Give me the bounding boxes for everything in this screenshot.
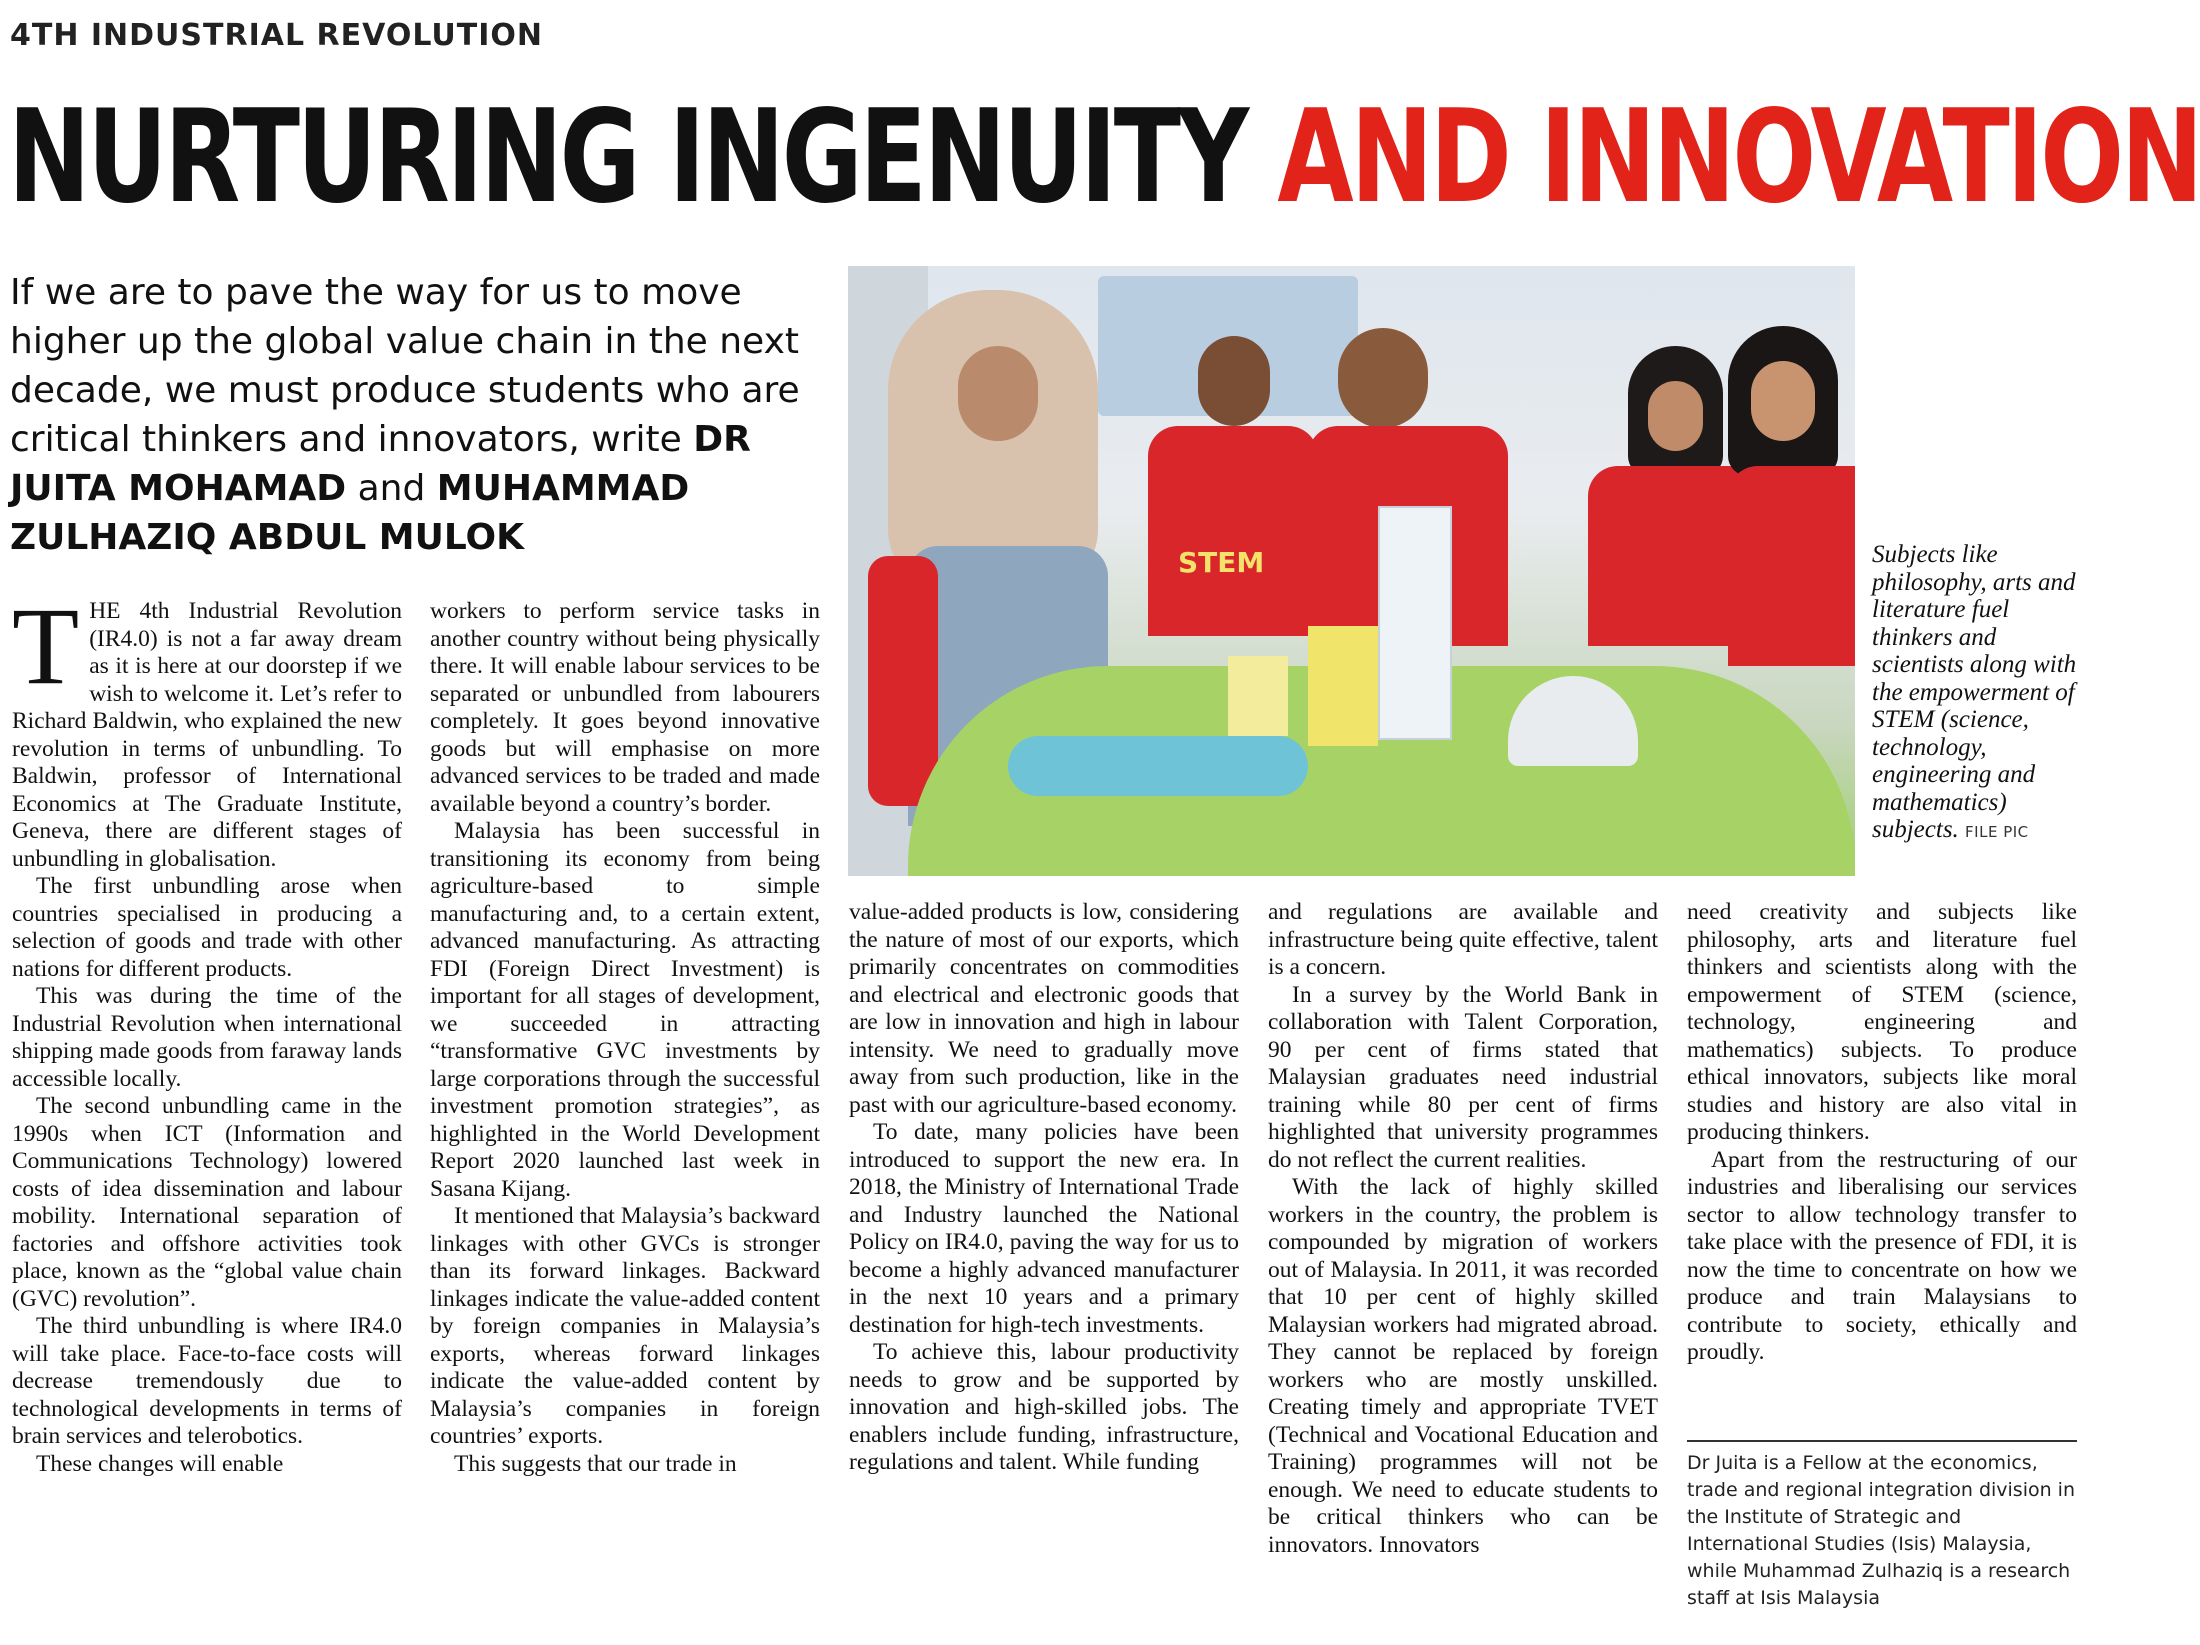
teacher-sleeve xyxy=(868,556,938,806)
model-tower xyxy=(1378,506,1452,740)
article-paragraph: It mentioned that Malaysia’s backward linkages with other GVCs is stronger than its forward linkages. Backward linkages indicate the value-added content by foreign companies in Malaysia’s exports, whereas forward linkages indicate the value-added content by Malaysia’s companies in foreign countries’ exports. xyxy=(430,1203,820,1449)
article-paragraph: and regulations are available and infrastructure being quite effective, talent is a concern. xyxy=(1268,899,1658,980)
article-paragraph: The first unbundling arose when countries specialised in producing a selection of goods and trade with other nations for different products. xyxy=(12,873,402,982)
headline-dark: NURTURING INGENUITY xyxy=(8,83,1278,232)
student-4-face xyxy=(1751,361,1815,441)
author-1: DR JUITA MOHAMAD xyxy=(10,419,751,509)
article-paragraph: workers to perform service tasks in another country without being physically there. It will enable labour services to be separated or unbundled from labourers completely. It goes beyond innovative goods but will emphasise on more advanced services to be traded and made available beyond a country’s border. xyxy=(430,598,820,817)
paragraph-text: HE 4th Industrial Revolution (IR4.0) is not a far away dream as it is here at our doorstep if we wish to welcome it. Let’s refer to Richard Baldwin, who explained the new revolution in terms of unbundling. To Baldwin, professor of International Economics at The Graduate Institute, Geneva, there are different stages of unbundling in globalisation. xyxy=(12,598,402,872)
teacher-face xyxy=(958,346,1038,441)
headline xyxy=(8,83,2200,232)
article-paragraph: In a survey by the World Bank in collaboration with Talent Corporation, 90 per cent of firms stated that Malaysian graduates need industrial training while 80 per cent of firms highlighted that university programmes do not reflect the current realities. xyxy=(1268,981,1658,1173)
bio-divider xyxy=(1687,1440,2077,1442)
model-block-1 xyxy=(1308,626,1378,746)
standfirst xyxy=(10,268,840,562)
article-paragraph: These changes will enable xyxy=(36,1450,284,1477)
headline-red: AND INNOVATION xyxy=(1277,83,2200,232)
student-4-shirt xyxy=(1728,466,1855,666)
author-bio: Dr Juita is a Fellow at the economics, trade and regional integration division in the Institute of Strategic and International Studies (Isis) Malaysia, while Muhammad Zulhaziq is a research staff at Isis Malaysia xyxy=(1687,1452,2076,1609)
article-paragraph: This suggests that our trade in xyxy=(454,1450,737,1477)
article-column-2 xyxy=(430,598,820,1638)
article-paragraph: The second unbundling came in the 1990s when ICT (Information and Communications Technology) lowered costs of idea dissemination and labour mobility. International separation of factories and offshore activities took place, known as the “global value chain (GVC) revolution”. xyxy=(12,1093,402,1312)
article-paragraph: need creativity and subjects like philosophy, arts and literature fuel thinkers and scientists along with the empowerment of STEM (science, technology, engineering and mathematics) subjects. To produce ethical innovators, subjects like moral studies and history are also vital in producing thinkers. xyxy=(1687,899,2077,1145)
drop-cap: T xyxy=(12,585,80,707)
standfirst-lead: If we are to pave the way for us to move higher up the global value chain in the next decade, we must produce students who are critical thinkers and innovators, write xyxy=(10,272,800,460)
caption-text: Subjects like philosophy, arts and literature fuel thinkers and scientists along with the empowerment of STEM (science, technology, engineering and mathematics) subjects. xyxy=(1872,541,2077,843)
article-paragraph: To date, many policies have been introduced to support the new era. In 2018, the Ministry of International Trade and Industry launched the National Policy on IR4.0, paving the way for us to become a highly advanced manufacturer in the next 10 years and a primary destination for high-tech investments. xyxy=(849,1119,1239,1338)
article-column-5 xyxy=(1687,899,2077,1419)
student-3-face xyxy=(1648,381,1703,451)
section-label: 4TH INDUSTRIAL REVOLUTION xyxy=(10,18,543,53)
article-column-3 xyxy=(849,899,1239,1639)
photo-caption xyxy=(1872,541,2082,847)
author-2: MUHAMMAD ZULHAZIQ ABDUL MULOK xyxy=(10,468,690,558)
shirt-stem-text: STEM xyxy=(1178,546,1265,579)
article-column-1 xyxy=(12,585,402,1638)
article-paragraph: Apart from the restructuring of our industries and liberalising our services sector to allow technology transfer to take place with the presence of FDI, it is now the time to concentrate on how we produce and train Malaysians to contribute to society, ethically and proudly. xyxy=(1687,1146,2077,1365)
photo-credit: FILE PIC xyxy=(1965,823,2029,841)
article-paragraph: This was during the time of the Industrial Revolution when international shipping made goods from faraway lands accessible locally. xyxy=(12,983,402,1092)
article-photo xyxy=(848,266,1855,876)
article-paragraph: value-added products is low, considering the nature of most of our exports, which primarily concentrates on commodities and electrical and electronic goods that are low in innovation and high in labour intensity. We need to gradually move away from such production, like in the past with our agriculture-based economy. xyxy=(849,899,1239,1118)
student-1-head xyxy=(1198,336,1270,426)
article-paragraph: Malaysia has been successful in transitioning its economy from being agriculture-based to simple manufacturing and, to a certain extent, advanced manufacturing. As attracting FDI (Foreign Direct Investment) is important for all stages of development, we succeeded in attracting “transformative GVC investments by large corporations through the successful investment promotion strategies”, as highlighted in the World Development Report 2020 launched last week in Sasana Kijang. xyxy=(430,818,820,1202)
article-paragraph: With the lack of highly skilled workers in the country, the problem is compounded by migration of workers out of Malaysia. In 2011, it was recorded that 10 per cent of highly skilled Malaysian workers had migrated abroad. They cannot be replaced by foreign workers who are mostly unskilled. Creating timely and appropriate TVET (Technical and Vocational Education and Training) programmes will not be enough. We need to educate students to be critical thinkers who can be innovators. Innovators xyxy=(1268,1174,1658,1558)
article-paragraph: The third unbundling is where IR4.0 will take place. Face-to-face costs will decrease tremendously due to technological developments in terms of brain services and telerobotics. xyxy=(12,1313,402,1449)
article-column-4 xyxy=(1268,899,1658,1639)
standfirst-and: and xyxy=(346,468,437,509)
article-paragraph: To achieve this, labour productivity needs to grow and be supported by innovation and high-skilled jobs. The enablers include funding, infrastructure, regulations and talent. While funding xyxy=(849,1339,1239,1475)
student-1-shirt xyxy=(1148,426,1318,636)
article-paragraph xyxy=(12,585,402,873)
student-2-head xyxy=(1338,328,1428,428)
model-block-2 xyxy=(1228,656,1288,736)
model-water xyxy=(1008,736,1308,796)
